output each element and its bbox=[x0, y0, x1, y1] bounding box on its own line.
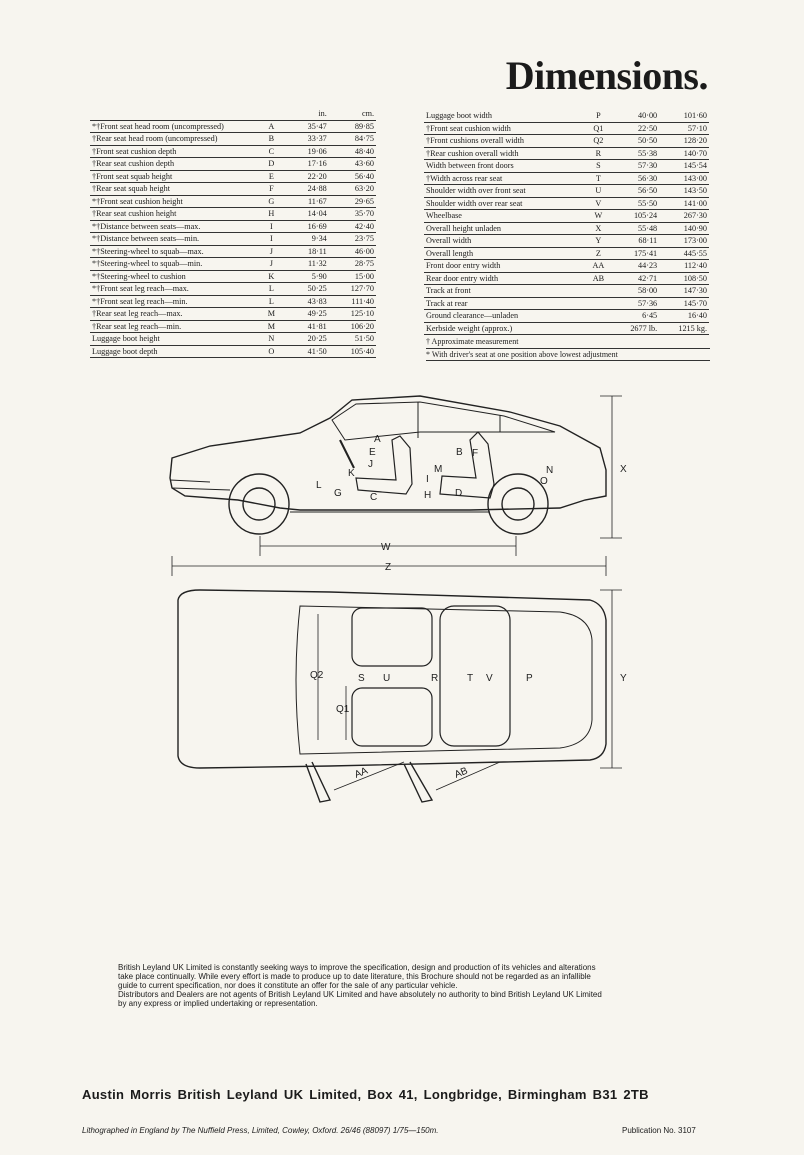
dimension-cm: 141·00 bbox=[659, 197, 709, 210]
dimension-cm: 43·60 bbox=[329, 158, 376, 171]
dimension-label: Ground clearance—unladen bbox=[424, 310, 587, 323]
dimension-inches: 43·83 bbox=[282, 295, 329, 308]
dimension-cm: 108·50 bbox=[659, 272, 709, 285]
dimension-ref: B bbox=[261, 133, 282, 146]
side-dimension-lines bbox=[172, 396, 622, 576]
dimension-label: †Rear cushion overall width bbox=[424, 147, 587, 160]
label-M: M bbox=[434, 464, 443, 475]
dimension-inches: 57·36 bbox=[609, 297, 659, 310]
dimension-ref: N bbox=[261, 333, 282, 346]
dimension-inches: 49·25 bbox=[282, 308, 329, 321]
dimension-inches: 14·04 bbox=[282, 208, 329, 221]
dimension-label: Kerbside weight (approx.) bbox=[424, 322, 587, 335]
dimension-inches: 175·41 bbox=[609, 247, 659, 260]
dimension-ref: M bbox=[261, 308, 282, 321]
dimension-cm: 445·55 bbox=[659, 247, 709, 260]
dimension-inches: 5·90 bbox=[282, 270, 329, 283]
dimension-ref: T bbox=[587, 172, 609, 185]
dimension-label: Luggage boot depth bbox=[90, 345, 261, 358]
label-U: U bbox=[383, 673, 391, 684]
plan-body-outline bbox=[178, 590, 606, 768]
dimension-ref: F bbox=[261, 183, 282, 196]
dimension-label: †Rear seat head room (uncompressed) bbox=[90, 133, 261, 146]
dimension-inches: 40·00 bbox=[609, 110, 659, 122]
front-seat-side bbox=[356, 436, 412, 494]
steering-wheel bbox=[340, 440, 354, 468]
dimension-ref: Q2 bbox=[587, 135, 609, 148]
dimension-ref: J bbox=[261, 258, 282, 271]
disclaimer-line: by any express or implied undertaking or representation. bbox=[118, 999, 318, 1008]
label-H: H bbox=[424, 490, 432, 501]
disclaimer bbox=[118, 963, 682, 1008]
dimension-cm: 143·00 bbox=[659, 172, 709, 185]
side-view-car bbox=[170, 396, 606, 534]
dimension-inches: 50·50 bbox=[609, 135, 659, 148]
dimension-label: *†Steering-wheel to squab—max. bbox=[90, 245, 261, 258]
dimension-cm: 125·10 bbox=[329, 308, 376, 321]
dimension-cm: 101·60 bbox=[659, 110, 709, 122]
dimension-label: Track at rear bbox=[424, 297, 587, 310]
dimension-ref: D bbox=[261, 158, 282, 171]
label-Y: Y bbox=[620, 673, 627, 684]
label-Q2: Q2 bbox=[310, 670, 324, 681]
dimension-cm: 35·70 bbox=[329, 208, 376, 221]
dimension-ref: C bbox=[261, 145, 282, 158]
plan-rear-door-open bbox=[404, 762, 432, 802]
dimension-inches: 57·30 bbox=[609, 160, 659, 173]
disclaimer-line: Distributors and Dealers are not agents of British Leyland UK Limited and have absolutely no authority to bind British Leyland UK Limited bbox=[118, 990, 602, 999]
dimension-ref: Q1 bbox=[587, 122, 609, 135]
column-header: cm. bbox=[329, 108, 376, 120]
label-Z: Z bbox=[385, 562, 392, 573]
dimension-inches: 105·24 bbox=[609, 210, 659, 223]
dimension-inches: 11·67 bbox=[282, 195, 329, 208]
dimension-label: Luggage boot width bbox=[424, 110, 587, 122]
label-N: N bbox=[546, 465, 554, 476]
dimension-cm: 145·70 bbox=[659, 297, 709, 310]
dimension-label: Overall length bbox=[424, 247, 587, 260]
dimension-ref: Z bbox=[587, 247, 609, 260]
label-Q1: Q1 bbox=[336, 704, 350, 715]
label-J: J bbox=[368, 459, 373, 470]
dimension-label: Shoulder width over rear seat bbox=[424, 197, 587, 210]
dimension-cm: 143·50 bbox=[659, 185, 709, 198]
dimension-label: Track at front bbox=[424, 285, 587, 298]
plan-front-door-open bbox=[306, 762, 330, 802]
dimension-inches: 55·38 bbox=[609, 147, 659, 160]
dimension-inches: 55·48 bbox=[609, 222, 659, 235]
dimension-inches: 58·00 bbox=[609, 285, 659, 298]
label-W: W bbox=[381, 542, 391, 553]
dimension-cm: 140·70 bbox=[659, 147, 709, 160]
dimension-label: †Front cushions overall width bbox=[424, 135, 587, 148]
dimension-cm: 105·40 bbox=[329, 345, 376, 358]
dimension-ref: G bbox=[261, 195, 282, 208]
dimension-label: Overall width bbox=[424, 235, 587, 248]
dimension-ref: M bbox=[261, 320, 282, 333]
dimension-label: †Rear seat cushion height bbox=[90, 208, 261, 221]
dimension-label: †Rear seat leg reach—max. bbox=[90, 308, 261, 321]
dimension-inches: 68·11 bbox=[609, 235, 659, 248]
disclaimer-line: British Leyland UK Limited is constantly seeking ways to improve the specification, design and production of its vehicles and alterations bbox=[118, 963, 596, 972]
dimension-cm: 128·20 bbox=[659, 135, 709, 148]
dimension-cm: 140·90 bbox=[659, 222, 709, 235]
label-F: F bbox=[472, 448, 479, 459]
dimension-inches: 2677 lb. bbox=[609, 322, 659, 335]
dimension-label: Luggage boot height bbox=[90, 333, 261, 346]
dimension-cm: 56·40 bbox=[329, 170, 376, 183]
label-L: L bbox=[316, 480, 322, 491]
side-window-line bbox=[332, 402, 555, 440]
dimension-label: †Front seat squab height bbox=[90, 170, 261, 183]
dimension-cm: 57·10 bbox=[659, 122, 709, 135]
disclaimer-line: guide to current specification, nor does it constitute an offer for the sale of any particular vehicle. bbox=[118, 981, 458, 990]
dimension-ref: AA bbox=[587, 260, 609, 273]
note-drivers-seat: * With driver's seat at one position above lowest adjustment bbox=[426, 349, 710, 362]
dimension-ref: X bbox=[587, 222, 609, 235]
dimension-cm: 173·00 bbox=[659, 235, 709, 248]
dimension-label: Shoulder width over front seat bbox=[424, 185, 587, 198]
dimension-cm: 48·40 bbox=[329, 145, 376, 158]
dimension-inches: 35·47 bbox=[282, 120, 329, 133]
dimension-label: Overall height unladen bbox=[424, 222, 587, 235]
dimension-label: Wheelbase bbox=[424, 210, 587, 223]
dimension-label: *†Steering-wheel to squab—min. bbox=[90, 258, 261, 271]
plan-rear-seat bbox=[440, 606, 510, 746]
label-R: R bbox=[431, 673, 439, 684]
note-approximate: † Approximate measurement bbox=[426, 336, 710, 349]
dimension-ref: R bbox=[587, 147, 609, 160]
dimension-cm: 106·20 bbox=[329, 320, 376, 333]
dimension-label: †Rear seat cushion depth bbox=[90, 158, 261, 171]
dimension-inches: 56·30 bbox=[609, 172, 659, 185]
column-header: in. bbox=[282, 108, 329, 120]
dimension-label: †Rear seat leg reach—min. bbox=[90, 320, 261, 333]
dimension-ref: AB bbox=[587, 272, 609, 285]
dimension-cm: 145·54 bbox=[659, 160, 709, 173]
dimension-inches: 6·45 bbox=[609, 310, 659, 323]
plan-roof-outline bbox=[296, 606, 592, 754]
plan-front-seat-top bbox=[352, 608, 432, 666]
dimension-label: *†Front seat leg reach—max. bbox=[90, 283, 261, 296]
dimension-cm: 29·65 bbox=[329, 195, 376, 208]
dimension-inches: 11·32 bbox=[282, 258, 329, 271]
dimension-label: *†Front seat head room (uncompressed) bbox=[90, 120, 261, 133]
label-AB: AB bbox=[453, 765, 470, 781]
company-address: Austin Morris British Leyland UK Limited, Box 41, Longbridge, Birmingham B31 2TB bbox=[82, 1087, 649, 1102]
dimension-ref: U bbox=[587, 185, 609, 198]
dimension-inches: 20·25 bbox=[282, 333, 329, 346]
dimension-inches: 19·06 bbox=[282, 145, 329, 158]
dimension-inches: 41·50 bbox=[282, 345, 329, 358]
dimension-ref: P bbox=[587, 110, 609, 122]
dimension-cm: 23·75 bbox=[329, 233, 376, 246]
rear-wheel-outer bbox=[488, 474, 548, 534]
label-C: C bbox=[370, 492, 378, 503]
dimension-cm: 111·40 bbox=[329, 295, 376, 308]
label-T: T bbox=[467, 673, 474, 684]
dimension-label: †Front seat cushion depth bbox=[90, 145, 261, 158]
dimension-ref: A bbox=[261, 120, 282, 133]
dimension-inches: 9·34 bbox=[282, 233, 329, 246]
dimension-label: *†Steering-wheel to cushion bbox=[90, 270, 261, 283]
dimension-inches: 18·11 bbox=[282, 245, 329, 258]
dimension-cm: 89·85 bbox=[329, 120, 376, 133]
dimension-cm: 1215 kg. bbox=[659, 322, 709, 335]
label-D: D bbox=[455, 488, 463, 499]
dimension-ref: K bbox=[261, 270, 282, 283]
dimension-label: Width between front doors bbox=[424, 160, 587, 173]
dimension-cm: 63·20 bbox=[329, 183, 376, 196]
dimension-inches: 16·69 bbox=[282, 220, 329, 233]
label-E: E bbox=[369, 447, 376, 458]
dimension-label: †Width across rear seat bbox=[424, 172, 587, 185]
label-O: O bbox=[540, 476, 548, 487]
dimension-cm: 46·00 bbox=[329, 245, 376, 258]
label-P: P bbox=[526, 673, 533, 684]
dimension-label: *†Distance between seats—min. bbox=[90, 233, 261, 246]
dimension-ref: I bbox=[261, 233, 282, 246]
dimension-inches: 41·81 bbox=[282, 320, 329, 333]
dimension-label: *†Front seat leg reach—min. bbox=[90, 295, 261, 308]
dimension-cm: 127·70 bbox=[329, 283, 376, 296]
dimension-ref: I bbox=[261, 220, 282, 233]
dimension-inches: 44·23 bbox=[609, 260, 659, 273]
label-AA: AA bbox=[353, 765, 370, 781]
dimension-label: †Front seat cushion width bbox=[424, 122, 587, 135]
dimension-ref: W bbox=[587, 210, 609, 223]
dimension-ref: H bbox=[261, 208, 282, 221]
dimension-cm: 15·00 bbox=[329, 270, 376, 283]
dimension-ref: L bbox=[261, 295, 282, 308]
dimension-inches: 56·50 bbox=[609, 185, 659, 198]
dimension-cm: 16·40 bbox=[659, 310, 709, 323]
dimension-cm: 147·30 bbox=[659, 285, 709, 298]
dimension-label: Front door entry width bbox=[424, 260, 587, 273]
disclaimer-line: take place continually. While every effort is made to produce up to date literature, this Brochure should not be regarded as an infallible bbox=[118, 972, 591, 981]
dimension-label: *†Distance between seats—max. bbox=[90, 220, 261, 233]
dimension-ref: J bbox=[261, 245, 282, 258]
dimension-inches: 24·88 bbox=[282, 183, 329, 196]
page-title: Dimensions. bbox=[505, 53, 708, 98]
plan-view-car bbox=[178, 590, 606, 802]
plan-front-seat-bottom bbox=[352, 688, 432, 746]
rear-wheel-inner bbox=[502, 488, 534, 520]
lithographed-credit: Lithographed in England by The Nuffield Press, Limited, Cowley, Oxford. 26/46 (88097) 1/75—150m. bbox=[82, 1126, 439, 1135]
label-B: B bbox=[456, 447, 463, 458]
dimension-inches: 17·16 bbox=[282, 158, 329, 171]
dimension-cm: 42·40 bbox=[329, 220, 376, 233]
dimension-cm: 28·75 bbox=[329, 258, 376, 271]
side-front-bumper bbox=[170, 480, 230, 490]
label-A: A bbox=[374, 434, 381, 445]
dimension-inches: 55·50 bbox=[609, 197, 659, 210]
label-X: X bbox=[620, 464, 627, 475]
dimension-ref: E bbox=[261, 170, 282, 183]
dimension-label: *†Front seat cushion height bbox=[90, 195, 261, 208]
dimension-ref: Y bbox=[587, 235, 609, 248]
dimension-cm: 267·30 bbox=[659, 210, 709, 223]
dimension-inches: 22·50 bbox=[609, 122, 659, 135]
label-S: S bbox=[358, 673, 365, 684]
dimension-inches: 42·71 bbox=[609, 272, 659, 285]
dimension-ref: S bbox=[587, 160, 609, 173]
label-G: G bbox=[334, 488, 342, 499]
dimension-ref: V bbox=[587, 197, 609, 210]
dimension-label: †Rear seat squab height bbox=[90, 183, 261, 196]
dimension-label: Rear door entry width bbox=[424, 272, 587, 285]
label-K: K bbox=[348, 468, 355, 479]
dimension-ref: L bbox=[261, 283, 282, 296]
rear-seat-side bbox=[440, 432, 494, 498]
dimension-cm: 51·50 bbox=[329, 333, 376, 346]
label-I: I bbox=[426, 474, 429, 485]
dimension-cm: 112·40 bbox=[659, 260, 709, 273]
dimension-inches: 50·25 bbox=[282, 283, 329, 296]
dimension-cm: 84·75 bbox=[329, 133, 376, 146]
dimension-ref: O bbox=[261, 345, 282, 358]
label-V: V bbox=[486, 673, 493, 684]
publication-number: Publication No. 3107 bbox=[622, 1126, 696, 1135]
dimension-inches: 22·20 bbox=[282, 170, 329, 183]
dimension-inches: 33·37 bbox=[282, 133, 329, 146]
